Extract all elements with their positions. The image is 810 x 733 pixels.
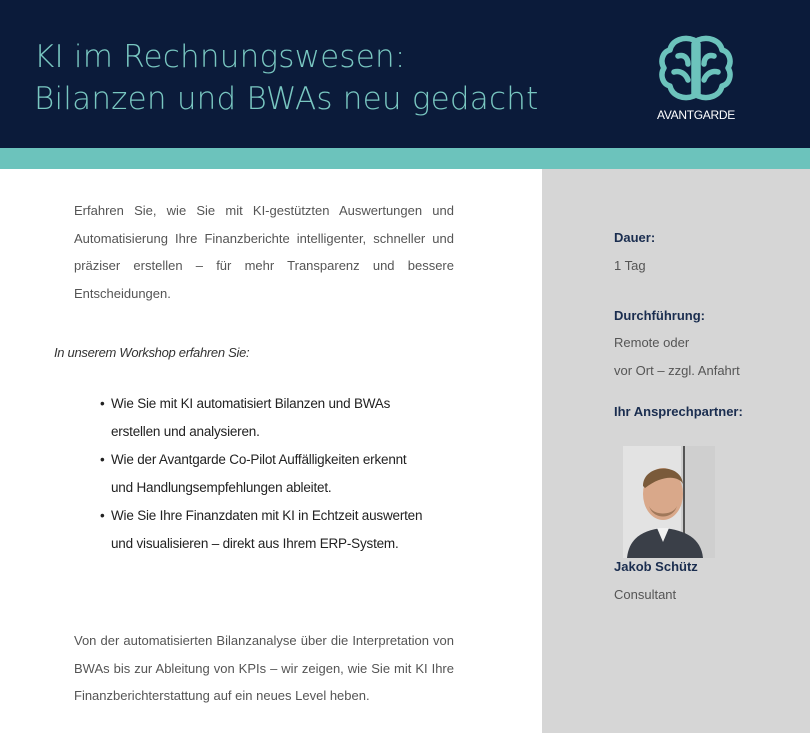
outro-paragraph: Von der automatisierten Bilanzanalyse über die Interpretation von BWAs bis zur Ableitung von KPIs – wir zeigen, wie Sie mit KI Ihre Finanzberichterstattung auf ein neues Level heben.: [74, 633, 454, 703]
list-item: • Wie Sie Ihre Finanzdaten mit KI in Echtzeit auswerten und visualisieren – direkt aus Ihrem ERP-System.: [100, 508, 423, 551]
intro-paragraph: Erfahren Sie, wie Sie mit KI-gestützten Auswertungen und Automatisierung Ihre Finanzberichte intelligenter, schneller und präziser erstellen – für mehr Transparenz und bessere Entscheidungen.: [74, 203, 454, 301]
contact-role: Consultant: [614, 587, 677, 602]
logo-wordmark: AVANTGARDE: [657, 108, 735, 122]
list-item: • Wie Sie mit KI automatisiert Bilanzen und BWAs erstellen und analysieren.: [100, 396, 391, 439]
contact-photo: [623, 446, 715, 558]
duration-value: 1 Tag: [614, 258, 646, 273]
list-item: • Wie der Avantgarde Co-Pilot Auffälligkeiten erkennt und Handlungsempfehlungen ableitet.: [100, 452, 407, 495]
header-banner: [0, 0, 810, 148]
delivery-line-2: vor Ort – zzgl. Anfahrt: [614, 363, 740, 378]
brain-icon: [658, 34, 734, 104]
bullet-text: Wie Sie mit KI automatisiert Bilanzen und BWAs erstellen und analysieren.: [111, 396, 391, 439]
avantgarde-logo: [648, 34, 744, 126]
accent-band: [0, 148, 810, 169]
delivery-line-1: Remote oder: [614, 335, 690, 350]
delivery-label: Durchführung:: [614, 308, 705, 323]
bullet-text: Wie Sie Ihre Finanzdaten mit KI in Echtzeit auswerten und visualisieren – direkt aus Ihrem ERP-System.: [111, 508, 423, 551]
duration-label: Dauer:: [614, 230, 656, 245]
title-line-1: KI im Rechnungswesen:: [34, 39, 406, 75]
workshop-heading: In unserem Workshop erfahren Sie:: [54, 345, 250, 360]
workshop-bullet-list: [100, 390, 430, 558]
contact-name: Jakob Schütz: [614, 559, 698, 574]
person-photo-icon: [623, 446, 715, 558]
bullet-text: Wie der Avantgarde Co-Pilot Auffälligkeiten erkennt und Handlungsempfehlungen ableitet.: [111, 452, 407, 495]
page-title: [34, 36, 538, 120]
contact-label: Ihr Ansprechpartner:: [614, 404, 743, 419]
title-line-2: Bilanzen und BWAs neu gedacht: [34, 81, 539, 117]
